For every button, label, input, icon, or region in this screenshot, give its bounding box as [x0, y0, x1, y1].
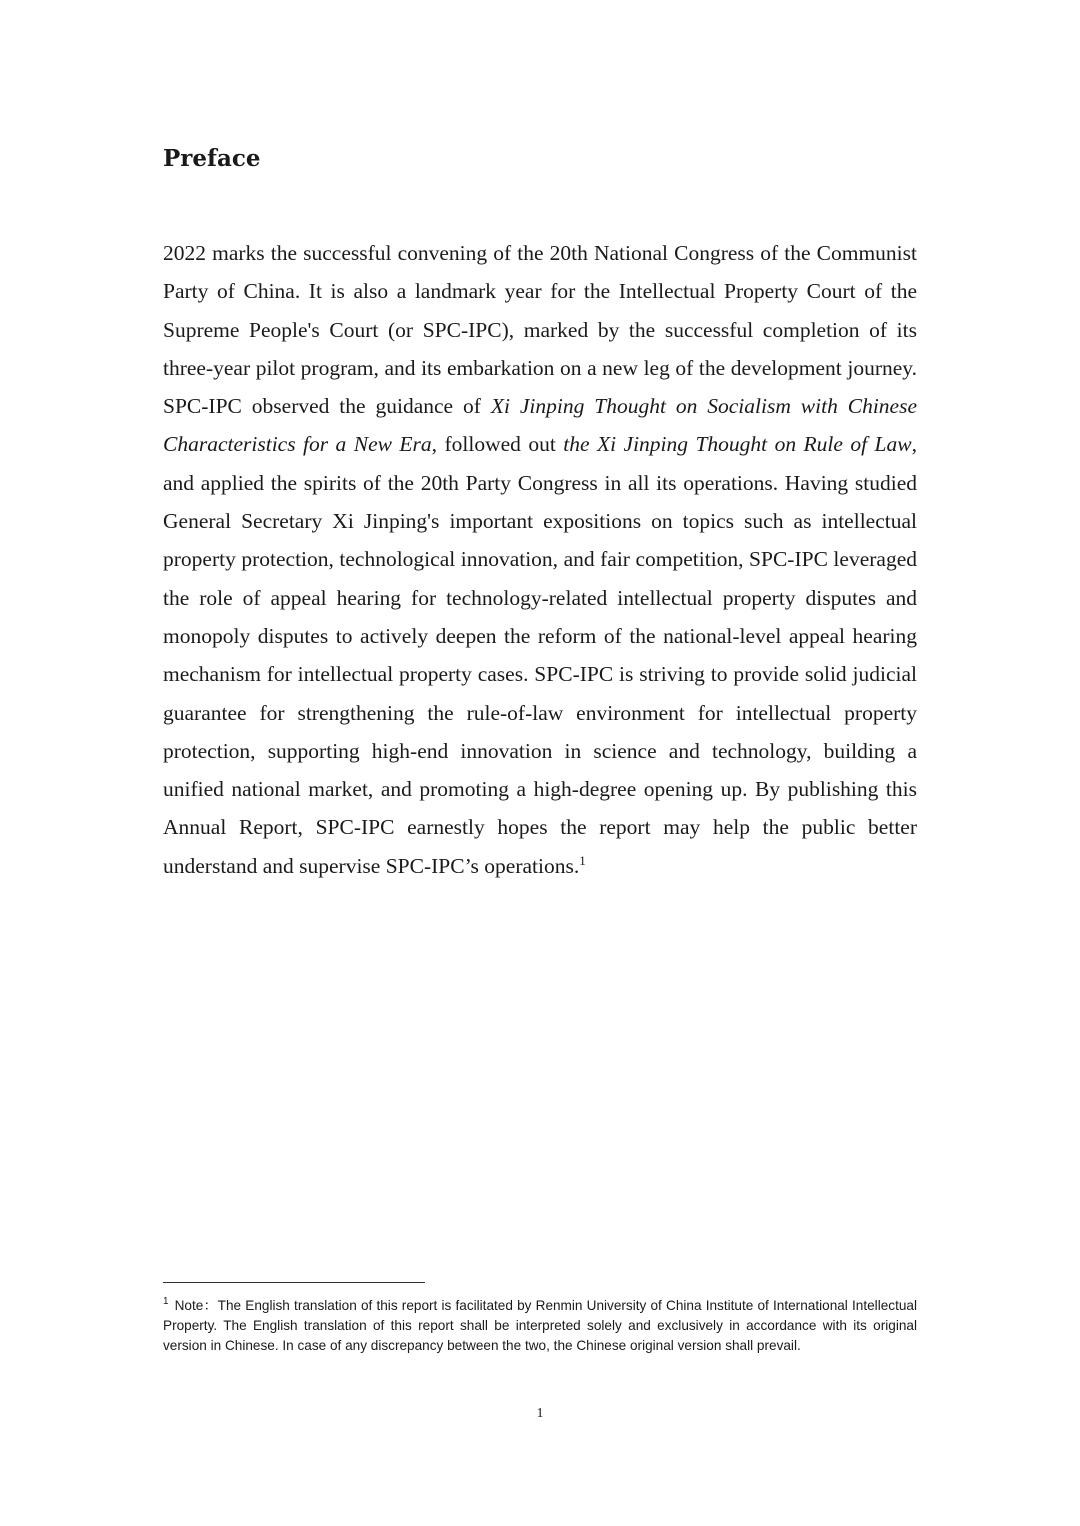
italic-title-socialism: Xi Jinping Thought on Socialism with Chinese Characteristics for a New Era: [163, 394, 917, 457]
footnote-text: Note：The English translation of this report is facilitated by Renmin University of China Institute of International Intellectual Property. The English translation of this report shall be interpreted solely and exclusively in accordance with its original version in Chinese. In case of any discrepancy between the two, the Chinese original version shall prevail.: [163, 1298, 917, 1354]
page-number: 1: [536, 1406, 544, 1421]
paragraph-text: , and applied the spirits of the 20th Party Congress in all its operations. Having studied General Secretary Xi Jinping's important expositions on topics such as intellectual property protection, technological innovation, and fair competition, SPC-IPC leveraged the role of appeal hearing for technology-related intellectual property disputes and monopoly disputes to actively deepen the reform of the national-level appeal hearing mechanism for intellectual property cases. SPC-IPC is striving to provide solid judicial guarantee for strengthening the rule-of-law environment for intellectual property protection, supporting high-end innovation in science and technology, building a unified national market, and promoting a high-degree opening up. By publishing this Annual Report, SPC-IPC earnestly hopes the report may help the public better understand and supervise SPC-IPC’s operations.: [163, 432, 917, 878]
footnote-reference[interactable]: 1: [579, 852, 586, 868]
paragraph-text: 2022 marks the successful convening of the 20th National Congress of the Communist Party of China. It is also a landmark year for the Intellectual Property Court of the Supreme People's Court (or SPC-IPC), marked by the successful completion of its three-year pilot program, and its embarkation on a new leg of the development journey. SPC-IPC observed the guidance of: [163, 241, 917, 419]
footnote: [163, 1296, 917, 1357]
footnote-marker: 1: [163, 1296, 169, 1308]
preface-paragraph: [163, 234, 917, 885]
page-title: Preface: [163, 145, 261, 172]
italic-title-rule-of-law: the Xi Jinping Thought on Rule of Law: [563, 432, 912, 457]
paragraph-text: , followed out: [431, 432, 564, 457]
footnote-divider: [163, 1282, 425, 1283]
